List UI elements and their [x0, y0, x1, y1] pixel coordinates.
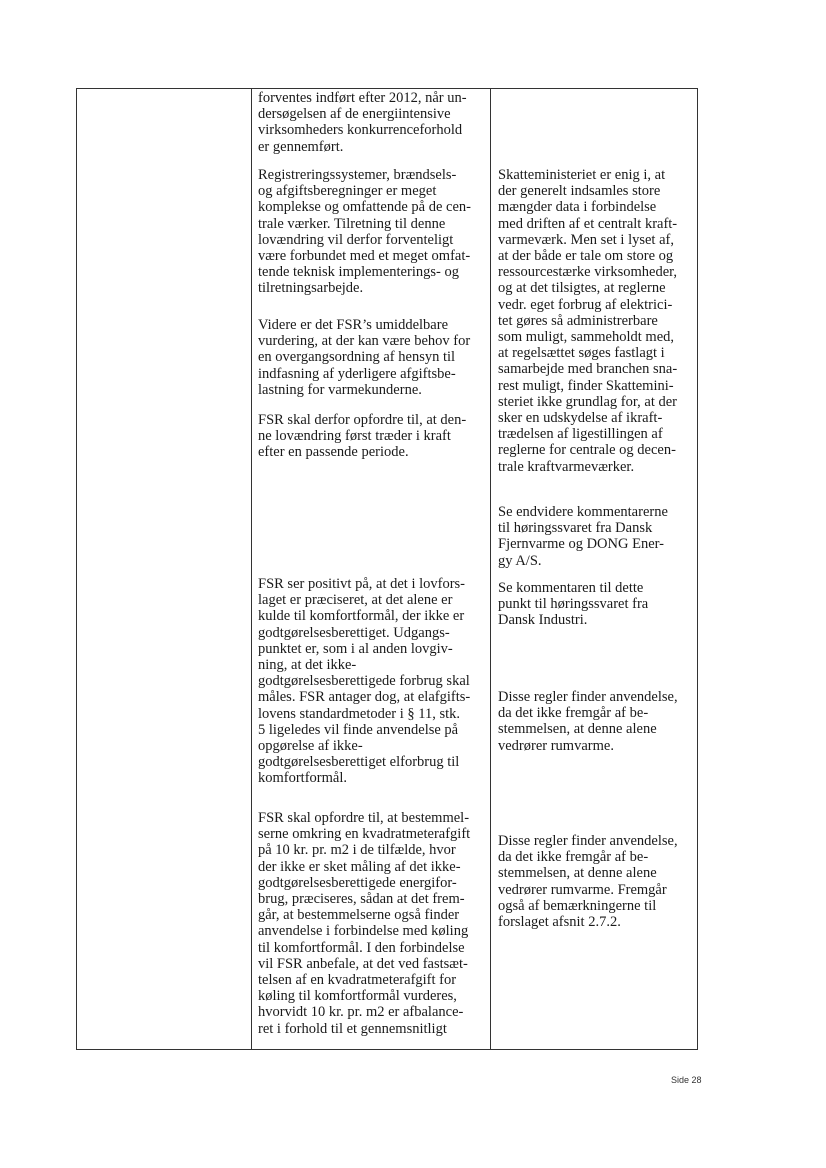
page-number: Side 28 [671, 1075, 702, 1085]
middle-paragraph-1: forventes indført efter 2012, når un- dersøgelsen af de energiintensive virksomheders konkurrenceforhold er gennemført. [258, 90, 467, 155]
middle-paragraph-4: FSR skal derfor opfordre til, at den- ne lovændring først træder i kraft efter en passende periode. [258, 412, 467, 461]
column-divider-2 [490, 88, 491, 1050]
right-paragraph-2: Se endvidere kommentarerne til høringssvaret fra Dansk Fjernvarme og DONG Ener- gy A/S. [498, 504, 668, 569]
right-paragraph-4: Disse regler finder anvendelse, da det ikke fremgår af be- stemmelsen, at denne alene vedrører rumvarme. [498, 689, 678, 754]
middle-paragraph-2: Registreringssystemer, brændsels- og afgiftsberegninger er meget komplekse og omfattende på de cen- trale værker. Tilretning til denne lovændring vil derfor forventeligt være forbundet med et meget omfat- tende teknisk implementerings- og tilretningsarbejde. [258, 167, 471, 297]
column-divider-1 [251, 88, 252, 1050]
middle-paragraph-3: Videre er det FSR’s umiddelbare vurdering, at der kan være behov for en overgangsordning af hensyn til indfasning af yderligere afgiftsbe- lastning for varmekunderne. [258, 317, 471, 398]
middle-paragraph-6: FSR skal opfordre til, at bestemmel- serne omkring en kvadratmeterafgift på 10 kr. pr. m2 i de tilfælde, hvor der ikke er sket måling af det ikke- godtgørelsesberettigede energifor- brug, præciseres, sådan at det frem- går, at bestemmelserne også finder anvendelse i forbindelse med køling til komfortformål. I den forbindelse vil FSR anbefale, at det ved fastsæt- telsen af en kvadratmeterafgift for køling til komfortformål vurderes, hvorvidt 10 kr. pr. m2 er afbalance- ret i forhold til et gennemsnitligt [258, 810, 471, 1037]
right-paragraph-5: Disse regler finder anvendelse, da det ikke fremgår af be- stemmelsen, at denne alene vedrører rumvarme. Fremgår også af bemærkningerne til forslaget afsnit 2.7.2. [498, 833, 678, 931]
right-paragraph-3: Se kommentaren til dette punkt til høringssvaret fra Dansk Industri. [498, 580, 649, 629]
right-paragraph-1: Skatteministeriet er enig i, at der generelt indsamles store mængder data i forbindelse med driften af et centralt kraft- varmeværk. Men set i lyset af, at der både er tale om store og ressourcestærke virksomheder, og at det tilsigtes, at reglerne vedr. eget forbrug af elektrici- tet gøres så administrerbare som muligt, sammeholdt med, at regelsættet søges fastlagt i samarbejde med branchen sna- rest muligt, finder Skattemini- steriet ikke grundlag for, at der sker en udskydelse af ikraft- trædelsen af ligestillingen af reglerne for centrale og decen- trale kraftvarmeværker. [498, 167, 678, 475]
middle-paragraph-5: FSR ser positivt på, at det i lovfors- laget er præciseret, at det alene er kulde til komfortformål, der ikke er godtgørelsesberettiget. Udgangs- punktet er, som i al anden lovgiv- ning, at det ikke- godtgørelsesberettigede forbrug skal måles. FSR antager dog, at elafgifts- lovens standardmetoder i § 11, stk. 5 ligeledes vil finde anvendelse på opgørelse af ikke- godtgørelsesberettiget elforbrug til komfortformål. [258, 576, 471, 787]
